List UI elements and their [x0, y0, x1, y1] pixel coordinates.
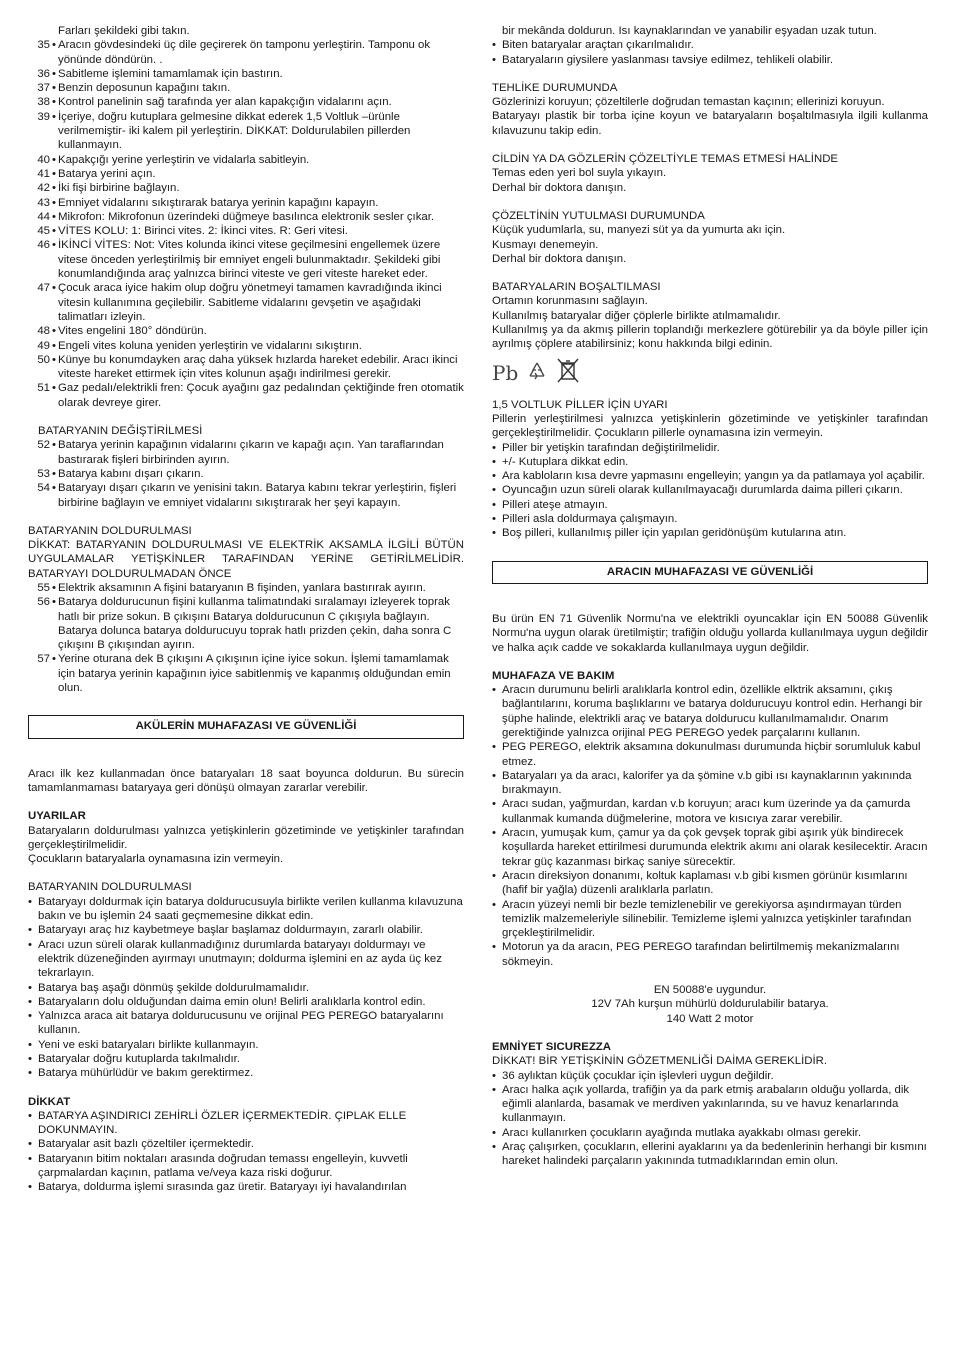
numbered-step: [28, 324, 464, 338]
disposal-text-3: Kullanılmış ya da akmış pillerin toplandığı merkezlere götürebilir ya da böyle piller için ayrılmış çöplere atabilirsiniz; konu hakkında bilgi edinin.: [492, 324, 928, 351]
numbered-step: [28, 210, 464, 224]
bullet-item: [492, 1083, 928, 1126]
danger-title: TEHLİKE DURUMUNDA: [492, 81, 618, 94]
bullet-item: [28, 1052, 464, 1066]
step-bullet: •: [52, 153, 56, 166]
bullet-text: Bataryalar doğru kutuplarda takılmalıdır.: [38, 1053, 240, 1065]
step-bullet: •: [52, 167, 56, 180]
step-text: Batarya doldurucunun fişini kullanma talimatındaki sıralamayı izleyerek toprak hatlı bir prize sokun. B çıkışını Batarya doldurucunun C çıkışıyla bağlayın. Batarya dolunca batarya doldurucuyu toprak hatlı prizden çekin, daha sonra C çıkışını B çıkışından ayırın.: [58, 596, 452, 652]
step-bullet: •: [52, 353, 56, 366]
step-number: 52: [37, 439, 50, 452]
bullet-text: Aracın, yumuşak kum, çamur ya da çok gevşek toprak gibi aşırık yük bindirecek koşullarda hareket ettirilmesi durumunda elektrik akımı ani olarak kesilecektir. Aracın tekrar güç kazanması birkaç saniye sürecektir.: [502, 827, 928, 868]
step-bullet: •: [52, 110, 56, 123]
bullet-mark: •: [492, 898, 496, 911]
numbered-step: [28, 381, 464, 410]
bullet-item: [492, 1069, 928, 1083]
bullet-item: [28, 1152, 464, 1181]
step-text: Kapakçığı yerine yerleştirin ve vidalarla sabitleyin.: [58, 153, 310, 166]
step-number: 47: [37, 282, 50, 295]
left-column: [28, 24, 464, 1195]
bullet-mark: •: [492, 441, 496, 454]
step-bullet: •: [52, 482, 56, 495]
step-bullet: •: [52, 225, 56, 238]
numbered-step: [28, 467, 464, 481]
step-number: 51: [37, 382, 50, 395]
bullet-text: Batarya mühürlüdür ve bakım gerektirmez.: [38, 1067, 254, 1080]
care-title: MUHAFAZA VE BAKIM: [492, 669, 615, 682]
swallow-text-3: Derhal bir doktora danışın.: [492, 252, 627, 265]
bullet-item: [492, 441, 928, 455]
danger-text-2: Bataryayı plastik bir torba içine koyun ve bataryaların boşaltılmasıyla ilgili kullanma kılavuzunu takip edin.: [492, 110, 928, 137]
step-bullet: •: [52, 39, 56, 52]
bullet-mark: •: [492, 455, 496, 468]
swallow-text-2: Kusmayı denemeyin.: [492, 238, 599, 251]
continued-list: [492, 38, 928, 67]
bullet-mark: •: [492, 527, 496, 540]
numbered-step: [28, 224, 464, 238]
bullet-item: [492, 869, 928, 898]
warnings-text-1: Bataryaların doldurulması yalnızca yetişkinlerin gözetiminde ve yetişkinler tarafından gerçekleştirilmelidir.: [28, 824, 464, 851]
step-text: VİTES KOLU: 1: Birinci vites. 2: İkinci vites. R: Geri vitesi.: [58, 225, 348, 238]
step-text: Emniyet vidalarını sıkıştırarak batarya yerinin kapağını kapayın.: [58, 196, 379, 209]
bullet-mark: •: [492, 53, 496, 66]
bullet-item: [492, 469, 928, 483]
numbered-step: [28, 38, 464, 67]
bullet-text: Bataryayı doldurmak için batarya doldurucusuyla birlikte verilen kullanma kılavuzuna bakın ve bu işlemin 24 saati geçmemesine dikkat edin.: [38, 895, 463, 923]
bullet-text: Pilleri asla doldurmaya çalışmayın.: [502, 513, 678, 526]
numbered-step: [28, 238, 464, 281]
bullet-text: Aracı uzun süreli olarak kullanmadığınız durumlarda bataryayı doldurmayı ve elektrik düzeneğinden ayırmayı unutmayın; doldurma işlemini en az ayda üç kez tekrarlayın.: [38, 938, 442, 980]
step-text: İçeriye, doğru kutuplara gelmesine dikkat ederek 1,5 Voltluk –ürünle verilmemiştir- iki kalem pil yerleştirin. DİKKAT: Doldurulabilen pillerden kullanmayın.: [58, 110, 411, 152]
bullet-text: Bataryaların dolu olduğundan daima emin olun! Belirli aralıklarla kontrol edin.: [38, 995, 426, 1008]
swallow-title: ÇÖZELTİNİN YUTULMASI DURUMUNDA: [492, 209, 705, 222]
step-bullet: •: [52, 325, 56, 338]
cells-list: [492, 441, 928, 541]
bullet-text: PEG PEREGO, elektrik aksamına dokunulması durumunda hiçbir sorumluluk kabul etmez.: [502, 741, 921, 768]
bullet-mark: •: [28, 1109, 32, 1122]
step-text: Vites engelini 180° döndürün.: [58, 325, 207, 338]
step-number: 40: [37, 153, 50, 166]
step-number: 57: [37, 653, 50, 666]
bullet-text: Aracın direksiyon donanımı, koltuk kaplaması v.b gibi kısmen görünür kısımlarını (hafif bir yağla) düzenli aralıklarla parlatın.: [502, 869, 908, 897]
bullet-item: [492, 526, 928, 540]
bullet-mark: •: [28, 895, 32, 908]
bullet-item: [492, 740, 928, 769]
bullet-text: Ara kabloların kısa devre yapmasını engelleyin; yangın ya da patlamaya yol açabilir.: [502, 470, 925, 483]
disposal-text-2: Kullanılmış bataryalar diğer çöplerle birlikte atılmamalıdır.: [492, 309, 781, 322]
step-number: 43: [37, 196, 50, 209]
bullet-text: BATARYA AŞINDIRICI ZEHİRLİ ÖZLER İÇERMEKTEDİR. ÇIPLAK ELLE DOKUNMAYIN.: [38, 1109, 407, 1137]
bullet-mark: •: [28, 1038, 32, 1051]
bullet-text: Batarya, doldurma işlemi sırasında gaz üretir. Bataryayı iyi havalandırılan: [38, 1181, 407, 1194]
step-number: 48: [37, 325, 50, 338]
charging-steps: [28, 581, 464, 695]
right-column: [492, 24, 928, 1169]
disposal-symbols: [492, 358, 928, 390]
disposal-text-1: Ortamın korunmasını sağlayın.: [492, 295, 648, 308]
step-text: Gaz pedalı/elektrikli fren: Çocuk ayağını gaz pedalından çektiğinde fren otomatik olarak devreye girer.: [58, 382, 464, 409]
bullet-mark: •: [28, 1138, 32, 1151]
bullet-item: [492, 498, 928, 512]
bullet-item: [28, 1180, 464, 1194]
numbered-step: [28, 181, 464, 195]
step-bullet: •: [52, 182, 56, 195]
bullet-mark: •: [492, 39, 496, 52]
numbered-step: [28, 196, 464, 210]
step-text: Künye bu konumdayken araç daha yüksek hızlarda hareket edebilir. Aracı ikinci viteste hareket ettirmek için vites kolunun aşağı indirilmesi gerekir.: [58, 353, 458, 381]
bullet-text: Bataryalar asit bazlı çözeltiler içermektedir.: [38, 1138, 254, 1151]
spec-line-2: 12V 7Ah kurşun mühürlü doldurulabilir batarya.: [591, 998, 829, 1011]
bullet-text: Aracın yüzeyi nemli bir bezle temizlenebilir ve gerekiyorsa aşındırmayan türden temizlik malzemeleriyle silinebilir. Temizleme işlemi yalnızca yetişkinler tarafından grçekleştirilmelidir.: [502, 898, 912, 940]
step-bullet: •: [52, 467, 56, 480]
bullet-mark: •: [492, 1083, 496, 1096]
step-number: 50: [37, 353, 50, 366]
charging2-list: [28, 895, 464, 1081]
step-number: 45: [37, 225, 50, 238]
bullet-mark: •: [492, 941, 496, 954]
charging2-title: BATARYANIN DOLDURULMASI: [28, 881, 192, 894]
step-bullet: •: [52, 382, 56, 395]
bullet-text: Bataryaları ya da aracı, kalorifer ya da şömine v.b gibi ısı kaynaklarının yakınında bırakmayın.: [502, 769, 912, 797]
bullet-text: Motorun ya da aracın, PEG PEREGO tarafından belirtilmemiş mekanizmalarını sökmeyin.: [502, 941, 900, 968]
bullet-text: Aracı halka açık yollarda, trafiğin ya da park etmiş arabaların olduğu yollarda, dik eğimli alanlarda, basamak ve merdiven yakınlarında, su ve havuz kenarlarında kullanmayın.: [502, 1083, 910, 1125]
bullet-text: Aracı kullanırken çocukların ayağında mutlaka ayakkabı olması gerekir.: [502, 1126, 861, 1139]
bullet-item: [28, 981, 464, 995]
step-text: Aracın gövdesindeki üç dile geçirerek ön tamponu yerleştirin. Tamponu ok yönünde döndürün. .: [58, 39, 431, 66]
skin-contact-text-1: Temas eden yeri bol suyla yıkayın.: [492, 167, 667, 180]
bullet-item: [28, 1009, 464, 1038]
bullet-item: [492, 512, 928, 526]
step-text: İki fişi birbirine bağlayın.: [58, 182, 180, 195]
numbered-step: [28, 110, 464, 153]
attention-list: [28, 1109, 464, 1195]
step-number: 42: [37, 182, 50, 195]
numbered-step: [28, 95, 464, 109]
bullet-mark: •: [492, 798, 496, 811]
bullet-text: Boş pilleri, kullanılmış piller için yapılan geridönüşüm kutularına atın.: [502, 527, 847, 540]
step-number: 36: [37, 67, 50, 80]
step-text: Elektrik aksamının A fişini bataryanın B fişinden, yanlara bastırırak ayırın.: [58, 581, 426, 594]
bullet-mark: •: [492, 484, 496, 497]
bullet-item: [492, 940, 928, 969]
bullet-text: Yalnızca araca ait batarya doldurucusunu ve orijinal PEG PEREGO bataryalarını kullanın.: [38, 1010, 444, 1037]
step-bullet: •: [52, 581, 56, 594]
bullet-mark: •: [28, 995, 32, 1008]
step-number: 53: [37, 467, 50, 480]
bullet-item: [492, 826, 928, 869]
numbered-step: [28, 167, 464, 181]
skin-contact-text-2: Derhal bir doktora danışın.: [492, 181, 627, 194]
care-list: [492, 683, 928, 969]
bullet-item: [492, 1126, 928, 1140]
lead-symbol-icon: Pb: [492, 361, 519, 386]
bullet-item: [28, 1066, 464, 1080]
bullet-item: [492, 38, 928, 52]
bullet-text: Pilleri ateşe atmayın.: [502, 498, 608, 511]
step-bullet: •: [52, 239, 56, 252]
bullet-item: [492, 797, 928, 826]
numbered-step: [28, 595, 464, 652]
safety-title: EMNİYET SICUREZZA: [492, 1040, 611, 1053]
step-number: 41: [37, 167, 50, 180]
bullet-text: Bataryaların giysilere yaslanması tavsiye edilmez, tehlikeli olabilir.: [502, 53, 834, 66]
bullet-mark: •: [492, 1126, 496, 1139]
bullet-item: [28, 1137, 464, 1151]
bullet-text: Oyuncağın uzun süreli olarak kullanılmayacağı durumlarda daima pilleri çıkarın.: [502, 484, 903, 497]
recycle-icon: [526, 360, 548, 386]
step-text: Benzin deposunun kapağını takın.: [58, 82, 231, 95]
bullet-mark: •: [492, 769, 496, 782]
step-bullet: •: [52, 196, 56, 209]
bullet-item: [492, 455, 928, 469]
numbered-step: [28, 481, 464, 510]
assembly-steps: [28, 38, 464, 410]
danger-text-1: Gözlerinizi koruyun; çözeltilerle doğrudan temastan kaçının; ellerinizi koruyun.: [492, 96, 885, 109]
warnings-text-2: Çocukların bataryalarla oynamasına izin vermeyin.: [28, 853, 284, 866]
bullet-item: [492, 769, 928, 798]
spec-line-1: EN 50088'e uygundur.: [653, 984, 767, 997]
bullet-text: Aracı sudan, yağmurdan, kardan v.b koruyun; aracı kum üzerinde ya da çamurda kullanmak kumanda düğmelerine, motora ve kısıcıya zarar verebilir.: [502, 798, 911, 825]
bullet-text: Biten bataryalar araçtan çıkarılmalıdır.: [502, 39, 694, 52]
warnings-title: UYARILAR: [28, 810, 86, 823]
bullet-mark: •: [28, 1152, 32, 1165]
bullet-item: [28, 895, 464, 924]
battery-care-intro: Aracı ilk kez kullanmadan önce bataryaları 18 saat boyunca doldurun. Bu sürecin tamamlanmaması bataryaya geri dönüşü olmayan zararlar verebilir.: [28, 767, 464, 794]
numbered-step: [28, 581, 464, 595]
step-text: Kontrol panelinin sağ tarafında yer alan kapakçığın vidalarını açın.: [58, 96, 392, 109]
cells-title: 1,5 VOLTLUK PİLLER İÇİN UYARI: [492, 398, 668, 411]
step-text: İKİNCİ VİTES: Not: Vites kolunda ikinci vitese geçilmesini engellemek üzere vitese önceden yerleştirilmiş bir emniyet engeli bulunmaktadır. Şekildeki gibi konumlandığında araç yalnızca birinci viteste ve geri viteste hareket eder.: [58, 239, 441, 281]
bullet-mark: •: [28, 1053, 32, 1065]
numbered-step: [28, 339, 464, 353]
step-number: 39: [37, 110, 50, 123]
step-text: Batarya yerinin kapağının vidalarını çıkarın ve kapağı açın. Yan taraflarından bastırarak fişleri birbirinden ayırın.: [58, 439, 444, 466]
step-bullet: •: [52, 339, 56, 352]
bullet-mark: •: [492, 827, 496, 840]
bullet-item: [492, 898, 928, 941]
bullet-item: [28, 1038, 464, 1052]
step-text: Batarya kabını dışarı çıkarın.: [58, 467, 204, 480]
bullet-item: [28, 995, 464, 1009]
step-bullet: •: [52, 210, 56, 223]
bullet-mark: •: [492, 741, 496, 754]
numbered-step: [28, 652, 464, 695]
step-bullet: •: [52, 82, 56, 95]
numbered-step: [28, 81, 464, 95]
spec-line-3: 140 Watt 2 motor: [666, 1012, 754, 1025]
numbered-step: [28, 67, 464, 81]
bullet-mark: •: [28, 924, 32, 937]
disposal-title: BATARYALARIN BOŞALTILMASI: [492, 281, 661, 294]
vehicle-care-intro: Bu ürün EN 71 Güvenlik Normu'na ve elektrikli oyuncaklar için EN 50088 Güvenlik Normu'na uygun olarak üretilmiştir; trafiğin olduğu yollarda kullanılmaya uygun değildir ve halka açık cadde ve sokaklarda kullanılmaya uygun değildir.: [492, 612, 928, 654]
battery-change-title: BATARYANIN DEĞİŞTİRİLMESİ: [38, 425, 203, 438]
battery-change-steps: [28, 438, 464, 509]
swallow-text-1: Küçük yudumlarla, su, manyezi süt ya da yumurta akı için.: [492, 224, 786, 237]
bullet-mark: •: [492, 513, 496, 526]
step-bullet: •: [52, 96, 56, 109]
step-text: Mikrofon: Mikrofonun üzerindeki düğmeye basılınca elektronik sesler çıkar.: [58, 210, 435, 223]
bullet-mark: •: [492, 869, 496, 882]
bullet-mark: •: [28, 1181, 32, 1194]
bullet-mark: •: [492, 1069, 496, 1082]
numbered-step: [28, 153, 464, 167]
attention-title: DİKKAT: [28, 1095, 71, 1108]
step-text: Engeli vites koluna yeniden yerleştirin ve vidalarını sıkıştırın.: [58, 339, 362, 352]
bullet-item: [492, 53, 928, 67]
bullet-text: Bataryayı araç hız kaybetmeye başlar başlamaz doldurmayın, zararlı olabilir.: [38, 924, 423, 937]
bullet-mark: •: [28, 981, 32, 994]
bullet-item: [28, 923, 464, 937]
bullet-mark: •: [28, 938, 32, 951]
step-bullet: •: [52, 439, 56, 452]
numbered-step: [28, 438, 464, 467]
bullet-text: Bataryanın bitim noktaları arasında doğrudan temassı engelleyin, kuvvetli çarpmalardan kaçının, patlama ve/veya kaza riski doğurur.: [38, 1152, 408, 1180]
bullet-text: +/- Kutuplara dikkat edin.: [502, 455, 629, 468]
bullet-mark: •: [492, 470, 496, 483]
step-number: 37: [37, 82, 50, 95]
cells-text: Pillerin yerleştirilmesi yalnızca yetişkinlerin gözetiminde ve yetişkinler tarafından gerçekleştirilmelidir. Çocukların pillerle oynamasına izin vermeyin.: [492, 412, 928, 440]
step-text: Sabitleme işlemini tamamlamak için bastırın.: [58, 67, 283, 80]
step-text: Yerine oturana dek B çıkışını A çıkışının içine iyice sokun. İşlemi tamamlamak için batarya yerinin kapağının iyice sabitlenmiş ve kapanmış olduğundan emin olun.: [58, 653, 451, 695]
safety-list: [492, 1069, 928, 1169]
safety-subtitle: DİKKAT! BİR YETİŞKİNİN GÖZETMENLİĞİ DAİMA GEREKLİDİR.: [492, 1055, 828, 1068]
bullet-mark: •: [28, 1010, 32, 1023]
step-bullet: •: [52, 653, 56, 666]
battery-care-box-title: AKÜLERİN MUHAFAZASI VE GÜVENLİĞİ: [28, 715, 464, 738]
vehicle-care-box-title: ARACIN MUHAFAZASI VE GÜVENLİĞİ: [492, 561, 928, 584]
crossed-bin-icon: [556, 358, 580, 388]
step-text: Batarya yerini açın.: [58, 167, 156, 180]
bullet-text: Yeni ve eski bataryaları birlikte kullanmayın.: [38, 1038, 259, 1051]
bullet-text: Batarya baş aşağı dönmüş şekilde doldurulmamalıdır.: [38, 981, 309, 994]
bullet-text: Araç çalışırken, çocukların, ellerini ayaklarını ya da bedenlerinin herhangi bir kısmını hareket halindeki parçaların yakınında tutmadıklarından emin olun.: [502, 1141, 927, 1168]
skin-contact-title: CİLDİN YA DA GÖZLERİN ÇÖZELTİYLE TEMAS ETMESİ HALİNDE: [492, 153, 839, 166]
continued-text: bir mekânda doldurun. Isı kaynaklarından ve yanabilir eşyadan uzak tutun.: [502, 25, 877, 37]
bullet-mark: •: [492, 1141, 496, 1153]
step-number: 46: [37, 239, 50, 252]
bullet-item: [492, 1140, 928, 1169]
bullet-item: [492, 683, 928, 740]
step-number: 44: [37, 210, 50, 223]
step-bullet: •: [52, 596, 56, 609]
bullet-text: Aracın durumunu belirli aralıklarla kontrol edin, özellikle elktrik aksamını, çıkış bağlantılarını, koruma başlıklarını ve batarya doldurucuyu kontrol edin. Herhangi bir şüphe halinde, elektrikli araç ve batarya doldurucu kullanılmamalıdır. Onarım gerektiğinde yalnızca orijinal PEG PEREGO yedek parçalarını kullanın.: [502, 684, 923, 739]
bullet-mark: •: [492, 498, 496, 511]
bullet-text: Piller bir yetişkin tarafından değiştirilmelidir.: [502, 441, 720, 454]
bullet-item: [492, 483, 928, 497]
step-bullet: •: [52, 67, 56, 80]
numbered-step: [28, 353, 464, 382]
bullet-item: [28, 938, 464, 981]
step-number: 55: [37, 581, 50, 594]
step-number: 56: [37, 596, 50, 609]
step-number: 49: [37, 339, 50, 352]
step-number: 35: [37, 39, 50, 52]
step-text: Bataryayı dışarı çıkarın ve yenisini takın. Batarya kabını tekrar yerleştirin, fişleri birbirine bağlayın ve emniyet vidalarını sıkıştırarak her şeyi kapayın.: [58, 482, 457, 509]
step-bullet: •: [52, 282, 56, 295]
numbered-step: [28, 281, 464, 324]
intro-text: Farları şekildeki gibi takın.: [58, 25, 190, 37]
bullet-mark: •: [28, 1067, 32, 1080]
step-number: 38: [37, 96, 50, 109]
step-text: Çocuk araca iyice hakim olup doğru yönetmeyi tamamen kavradığında ikinci vitesin kullanımına geçilebilir. Sabitleme vidalarını gevşetin ve aşağıdaki talimatları izleyin.: [58, 282, 442, 323]
bullet-text: 36 aylıktan küçük çocuklar için işlevleri uygun değildir.: [502, 1069, 774, 1082]
bullet-mark: •: [492, 684, 496, 697]
step-number: 54: [37, 482, 50, 495]
charging-title: BATARYANIN DOLDURULMASI: [28, 524, 192, 537]
bullet-item: [28, 1109, 464, 1138]
charging-warning: DİKKAT: BATARYANIN DOLDURULMASI VE ELEKTRİK AKSAMLA İLGİLİ BÜTÜN UYGULAMALAR YETİŞKİNLER TARAFINDAN YERİNE GETİRİLMELİDİR. BATARYAYI DOLDURULMADAN ÖNCE: [28, 539, 464, 580]
